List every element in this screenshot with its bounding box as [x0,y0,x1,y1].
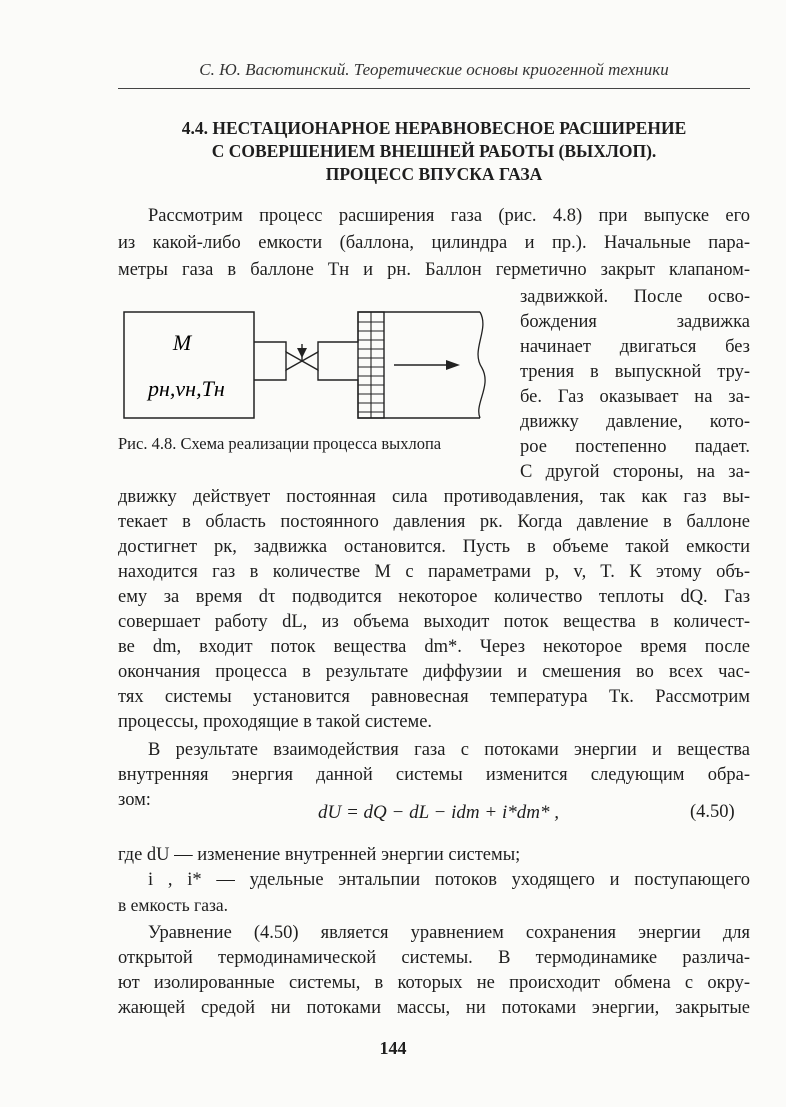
text-line: ве dm, входит поток вещества dm*. Через некоторое время после [118,637,750,657]
section-title-line: С СОВЕРШЕНИЕМ ВНЕШНЕЙ РАБОТЫ (ВЫХЛОП). [211,141,657,161]
text-line: бождения задвижка [520,312,750,332]
text-line: находится газ в количестве M с параметрами p, v, T. К этому объ- [118,562,750,582]
text-line: совершает работу dL, из объема выходит поток вещества в количест- [118,612,750,632]
section-title-line: ПРОЦЕСС ВПУСКА ГАЗА [325,164,543,184]
text-line: метры газа в баллоне Tн и pн. Баллон герметично закрыт клапаном- [118,260,750,280]
tube-lower [254,370,286,380]
text-line: из какой-либо емкости (баллона, цилиндра и пр.). Начальные пара- [118,233,750,253]
text-line: i , i* — удельные энтальпии потоков уходящего и поступающего [148,870,750,890]
pipe-break-line [478,312,485,418]
text-line: текает в область постоянного давления pк. Когда давление в баллоне [118,512,750,532]
params-label: pн,vн,Tн [148,376,225,401]
text-line: Рассмотрим процесс расширения газа (рис. 4.8) при выпуске его [148,206,750,226]
text-line: В результате взаимодействия газа с потоками энергии и вещества [148,740,750,760]
valve-right [302,352,318,370]
text-line: где dU — изменение внутренней энергии системы; [118,845,521,865]
section-title [118,117,750,186]
text-line: движку давление, кото- [520,412,750,432]
text-line: рое постепенно падает. [520,437,750,457]
text-line: бе. Газ оказывает на за- [520,387,750,407]
tube-upper [254,342,286,352]
section-title-line: 4.4. НЕСТАЦИОНАРНОЕ НЕРАВНОВЕСНОЕ РАСШИРЕНИЕ [181,118,687,138]
mass-label: M [172,330,192,355]
valve-left [286,352,302,370]
text-line: задвижкой. После осво- [520,287,750,307]
text-line: в емкость газа. [118,895,229,915]
text-line: достигнет pк, задвижка остановится. Пусть в объеме такой емкости [118,537,750,557]
text-line: жающей средой ни потоками массы, ни потоками энергии, закрытые [118,998,750,1018]
text-line: движку действует постоянная сила противодавления, так как газ вы- [118,487,750,507]
formula-4-50: dU = dQ − dL − idm + i*dm* , [318,802,559,823]
motion-arrow-head [446,360,460,370]
text-line: процессы, проходящие в такой системе. [118,712,433,732]
outlet-tube-upper [318,312,384,352]
equation-number: (4.50) [690,802,735,822]
header-rule [118,88,750,89]
text-line: С другой стороны, на за- [520,462,750,482]
gate-hatching [358,312,384,418]
text-line: окончания процесса в результате диффузии и смешения во всех час- [118,662,750,682]
text-line: открытой термодинамической системы. В термодинамике различа- [118,948,750,968]
valve-stem-head [297,348,307,358]
page-number: 144 [379,1038,407,1058]
text-line: трения в выпускной тру- [520,362,750,382]
text-line: внутренняя энергия данной системы изменится следующим обра- [118,765,750,785]
text-line: ют изолированные системы, в которых не происходит обмена с окру- [118,973,750,993]
figure-caption: Рис. 4.8. Схема реализации процесса выхлопа [118,434,442,453]
vessel-outline [124,312,254,418]
exhaust-diagram [118,300,498,430]
text-line: ему за время dτ подводится некоторое количество теплоты dQ. Газ [118,587,750,607]
text-line: Уравнение (4.50) является уравнением сохранения энергии для [148,923,750,943]
running-header: С. Ю. Васютинский. Теоретические основы криогенной техники [199,60,669,79]
text-line: зом: [118,790,151,810]
text-line: начинает двигаться без [520,337,750,357]
text-line: тях системы установится равновесная температура Tк. Рассмотрим [118,687,750,707]
